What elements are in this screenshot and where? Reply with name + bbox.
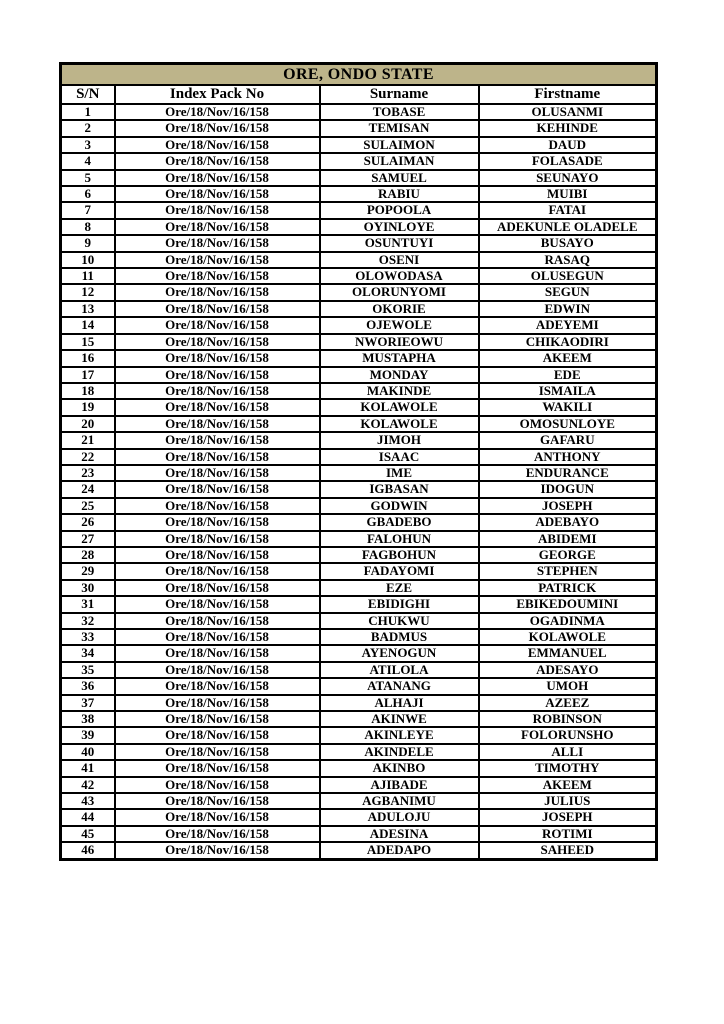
surname-cell: OSUNTUYI [320,235,479,251]
index-pack-cell: Ore/18/Nov/16/158 [115,170,320,186]
table-row [61,596,657,612]
index-pack-cell: Ore/18/Nov/16/158 [115,727,320,743]
firstname-cell: OLUSANMI [479,104,657,120]
firstname-cell: FOLORUNSHO [479,727,657,743]
surname-cell: MONDAY [320,367,479,383]
table-row [61,760,657,776]
firstname-cell: AKEEM [479,777,657,793]
firstname-cell: RASAQ [479,252,657,268]
surname-cell: OLOWODASA [320,268,479,284]
surname-cell: AJIBADE [320,777,479,793]
table-row [61,514,657,530]
surname-cell: ADEDAPO [320,842,479,859]
sn-cell: 12 [61,284,115,300]
table-row [61,744,657,760]
table-row [61,416,657,432]
index-pack-cell: Ore/18/Nov/16/158 [115,301,320,317]
table-row [61,153,657,169]
firstname-cell: ISMAILA [479,383,657,399]
index-pack-cell: Ore/18/Nov/16/158 [115,153,320,169]
surname-cell: FADAYOMI [320,563,479,579]
surname-cell: ADESINA [320,826,479,842]
index-pack-cell: Ore/18/Nov/16/158 [115,826,320,842]
index-pack-cell: Ore/18/Nov/16/158 [115,416,320,432]
firstname-cell: IDOGUN [479,481,657,497]
table-row [61,301,657,317]
index-pack-cell: Ore/18/Nov/16/158 [115,120,320,136]
sn-cell: 19 [61,399,115,415]
surname-cell: OKORIE [320,301,479,317]
surname-cell: SAMUEL [320,170,479,186]
sn-cell: 44 [61,809,115,825]
sn-cell: 5 [61,170,115,186]
sn-cell: 40 [61,744,115,760]
sn-cell: 16 [61,350,115,366]
index-pack-cell: Ore/18/Nov/16/158 [115,531,320,547]
index-pack-cell: Ore/18/Nov/16/158 [115,842,320,859]
firstname-cell: GAFARU [479,432,657,448]
sn-cell: 25 [61,498,115,514]
firstname-cell: OGADINMA [479,613,657,629]
sn-cell: 31 [61,596,115,612]
surname-cell: ATANANG [320,678,479,694]
surname-cell: IME [320,465,479,481]
surname-cell: GODWIN [320,498,479,514]
table-row [61,498,657,514]
table-row [61,383,657,399]
firstname-cell: SAHEED [479,842,657,859]
firstname-cell: KEHINDE [479,120,657,136]
surname-cell: KOLAWOLE [320,399,479,415]
surname-cell: NWORIEOWU [320,334,479,350]
table-row [61,432,657,448]
sn-cell: 38 [61,711,115,727]
table-row [61,547,657,563]
firstname-cell: EMMANUEL [479,645,657,661]
index-pack-cell: Ore/18/Nov/16/158 [115,662,320,678]
sn-cell: 46 [61,842,115,859]
table-row [61,235,657,251]
firstname-cell: SEUNAYO [479,170,657,186]
index-pack-cell: Ore/18/Nov/16/158 [115,219,320,235]
sn-cell: 18 [61,383,115,399]
sn-cell: 1 [61,104,115,120]
sn-cell: 32 [61,613,115,629]
firstname-cell: ALLI [479,744,657,760]
sn-cell: 26 [61,514,115,530]
surname-cell: TOBASE [320,104,479,120]
surname-cell: MAKINDE [320,383,479,399]
sn-cell: 37 [61,695,115,711]
table-row [61,137,657,153]
sn-cell: 2 [61,120,115,136]
table-row [61,531,657,547]
surname-cell: OSENI [320,252,479,268]
table-row [61,399,657,415]
sn-cell: 43 [61,793,115,809]
roster-table [59,62,658,861]
column-header-firstname: Firstname [479,85,657,104]
surname-cell: ISAAC [320,449,479,465]
surname-cell: CHUKWU [320,613,479,629]
sn-cell: 36 [61,678,115,694]
sn-cell: 35 [61,662,115,678]
table-row [61,252,657,268]
index-pack-cell: Ore/18/Nov/16/158 [115,268,320,284]
surname-cell: EZE [320,580,479,596]
table-row [61,711,657,727]
firstname-cell: JOSEPH [479,498,657,514]
sn-cell: 8 [61,219,115,235]
table-row [61,367,657,383]
surname-cell: AGBANIMU [320,793,479,809]
index-pack-cell: Ore/18/Nov/16/158 [115,235,320,251]
table-row [61,678,657,694]
table-row [61,662,657,678]
sn-cell: 15 [61,334,115,350]
table-row [61,104,657,120]
index-pack-cell: Ore/18/Nov/16/158 [115,744,320,760]
firstname-cell: BUSAYO [479,235,657,251]
surname-cell: OYINLOYE [320,219,479,235]
table-row [61,170,657,186]
index-pack-cell: Ore/18/Nov/16/158 [115,695,320,711]
surname-cell: JIMOH [320,432,479,448]
surname-cell: OLORUNYOMI [320,284,479,300]
table-row [61,777,657,793]
sn-cell: 21 [61,432,115,448]
index-pack-cell: Ore/18/Nov/16/158 [115,202,320,218]
sn-cell: 39 [61,727,115,743]
sn-cell: 45 [61,826,115,842]
sn-cell: 23 [61,465,115,481]
table-row [61,645,657,661]
firstname-cell: JULIUS [479,793,657,809]
sn-cell: 3 [61,137,115,153]
sn-cell: 22 [61,449,115,465]
sn-cell: 14 [61,317,115,333]
firstname-cell: ANTHONY [479,449,657,465]
firstname-cell: WAKILI [479,399,657,415]
index-pack-cell: Ore/18/Nov/16/158 [115,547,320,563]
sn-cell: 29 [61,563,115,579]
index-pack-cell: Ore/18/Nov/16/158 [115,432,320,448]
sn-cell: 20 [61,416,115,432]
surname-cell: AKINWE [320,711,479,727]
index-pack-cell: Ore/18/Nov/16/158 [115,645,320,661]
surname-cell: AKINLEYE [320,727,479,743]
column-header-sn: S/N [61,85,115,104]
table-row [61,334,657,350]
index-pack-cell: Ore/18/Nov/16/158 [115,104,320,120]
firstname-cell: FOLASADE [479,153,657,169]
sn-cell: 9 [61,235,115,251]
title-row [61,64,657,86]
surname-cell: RABIU [320,186,479,202]
index-pack-cell: Ore/18/Nov/16/158 [115,252,320,268]
surname-cell: EBIDIGHI [320,596,479,612]
sn-cell: 17 [61,367,115,383]
firstname-cell: ADESAYO [479,662,657,678]
index-pack-cell: Ore/18/Nov/16/158 [115,186,320,202]
firstname-cell: TIMOTHY [479,760,657,776]
firstname-cell: SEGUN [479,284,657,300]
firstname-cell: OMOSUNLOYE [479,416,657,432]
surname-cell: FAGBOHUN [320,547,479,563]
index-pack-cell: Ore/18/Nov/16/158 [115,514,320,530]
sn-cell: 28 [61,547,115,563]
table-row [61,563,657,579]
index-pack-cell: Ore/18/Nov/16/158 [115,678,320,694]
table-row [61,613,657,629]
surname-cell: MUSTAPHA [320,350,479,366]
surname-cell: GBADEBO [320,514,479,530]
sn-cell: 42 [61,777,115,793]
firstname-cell: KOLAWOLE [479,629,657,645]
firstname-cell: PATRICK [479,580,657,596]
table-row [61,481,657,497]
table-row [61,695,657,711]
index-pack-cell: Ore/18/Nov/16/158 [115,465,320,481]
surname-cell: FALOHUN [320,531,479,547]
table-row [61,809,657,825]
index-pack-cell: Ore/18/Nov/16/158 [115,809,320,825]
firstname-cell: UMOH [479,678,657,694]
surname-cell: AKINDELE [320,744,479,760]
surname-cell: OJEWOLE [320,317,479,333]
table-row [61,186,657,202]
index-pack-cell: Ore/18/Nov/16/158 [115,498,320,514]
column-header-surname: Surname [320,85,479,104]
index-pack-cell: Ore/18/Nov/16/158 [115,563,320,579]
table-row [61,120,657,136]
sn-cell: 41 [61,760,115,776]
firstname-cell: DAUD [479,137,657,153]
index-pack-cell: Ore/18/Nov/16/158 [115,777,320,793]
firstname-cell: ABIDEMI [479,531,657,547]
surname-cell: KOLAWOLE [320,416,479,432]
index-pack-cell: Ore/18/Nov/16/158 [115,481,320,497]
column-header-index-pack-no: Index Pack No [115,85,320,104]
surname-cell: TEMISAN [320,120,479,136]
table-row [61,465,657,481]
sn-cell: 6 [61,186,115,202]
table-row [61,842,657,859]
sn-cell: 13 [61,301,115,317]
index-pack-cell: Ore/18/Nov/16/158 [115,793,320,809]
sn-cell: 7 [61,202,115,218]
surname-cell: POPOOLA [320,202,479,218]
sn-cell: 34 [61,645,115,661]
column-header-row [61,85,657,104]
table-row [61,202,657,218]
index-pack-cell: Ore/18/Nov/16/158 [115,613,320,629]
firstname-cell: MUIBI [479,186,657,202]
surname-cell: SULAIMAN [320,153,479,169]
sn-cell: 30 [61,580,115,596]
sn-cell: 33 [61,629,115,645]
firstname-cell: JOSEPH [479,809,657,825]
table-row [61,826,657,842]
surname-cell: ADULOJU [320,809,479,825]
firstname-cell: EBIKEDOUMINI [479,596,657,612]
sn-cell: 4 [61,153,115,169]
index-pack-cell: Ore/18/Nov/16/158 [115,449,320,465]
table-row [61,317,657,333]
surname-cell: AKINBO [320,760,479,776]
table-title: ORE, ONDO STATE [61,64,657,86]
surname-cell: AYENOGUN [320,645,479,661]
index-pack-cell: Ore/18/Nov/16/158 [115,334,320,350]
table-row [61,793,657,809]
table-row [61,350,657,366]
firstname-cell: OLUSEGUN [479,268,657,284]
table-row [61,629,657,645]
index-pack-cell: Ore/18/Nov/16/158 [115,350,320,366]
index-pack-cell: Ore/18/Nov/16/158 [115,760,320,776]
table-row [61,449,657,465]
firstname-cell: AZEEZ [479,695,657,711]
firstname-cell: ENDURANCE [479,465,657,481]
surname-cell: ALHAJI [320,695,479,711]
firstname-cell: ROTIMI [479,826,657,842]
surname-cell: IGBASAN [320,481,479,497]
sn-cell: 24 [61,481,115,497]
index-pack-cell: Ore/18/Nov/16/158 [115,596,320,612]
index-pack-cell: Ore/18/Nov/16/158 [115,580,320,596]
table-row [61,284,657,300]
sn-cell: 11 [61,268,115,284]
index-pack-cell: Ore/18/Nov/16/158 [115,317,320,333]
firstname-cell: FATAI [479,202,657,218]
surname-cell: BADMUS [320,629,479,645]
firstname-cell: ADEBAYO [479,514,657,530]
firstname-cell: ADEYEMI [479,317,657,333]
firstname-cell: EDWIN [479,301,657,317]
firstname-cell: AKEEM [479,350,657,366]
surname-cell: ATILOLA [320,662,479,678]
table-row [61,219,657,235]
sn-cell: 10 [61,252,115,268]
firstname-cell: STEPHEN [479,563,657,579]
firstname-cell: ADEKUNLE OLADELE [479,219,657,235]
table-row [61,727,657,743]
table-row [61,580,657,596]
index-pack-cell: Ore/18/Nov/16/158 [115,137,320,153]
surname-cell: SULAIMON [320,137,479,153]
firstname-cell: CHIKAODIRI [479,334,657,350]
index-pack-cell: Ore/18/Nov/16/158 [115,383,320,399]
index-pack-cell: Ore/18/Nov/16/158 [115,284,320,300]
firstname-cell: EDE [479,367,657,383]
sn-cell: 27 [61,531,115,547]
firstname-cell: GEORGE [479,547,657,563]
firstname-cell: ROBINSON [479,711,657,727]
index-pack-cell: Ore/18/Nov/16/158 [115,629,320,645]
index-pack-cell: Ore/18/Nov/16/158 [115,367,320,383]
index-pack-cell: Ore/18/Nov/16/158 [115,711,320,727]
index-pack-cell: Ore/18/Nov/16/158 [115,399,320,415]
table-row [61,268,657,284]
